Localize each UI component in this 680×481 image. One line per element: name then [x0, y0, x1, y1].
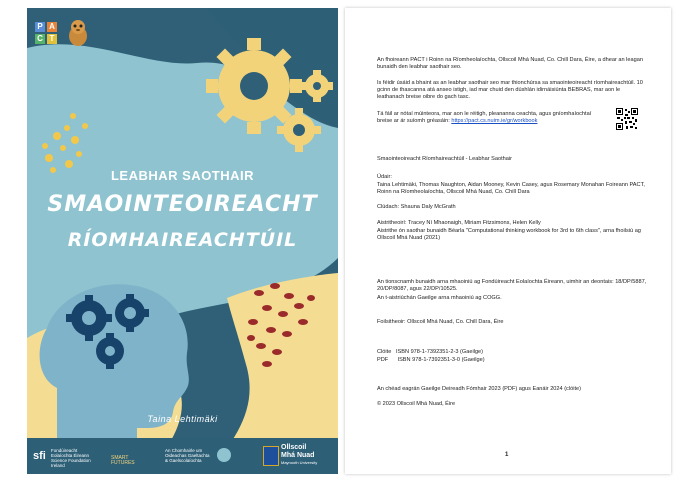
maynooth-line2: Mhá Nuad	[281, 452, 315, 459]
usage-paragraph: Is féidir úsáid a bhaint as an leabhar saothair seo mar thionchúrsa sa smaointeoireacht ríomhaireachtúil. 10 gcinn de thascanna atá anseo istigh, iad mar chuid den dúshlán idirnáisiúnta BEBRAS, mar aon le leathanach breise oibre do gach tasc.	[377, 80, 643, 101]
sfi-text: Fondúireacht Eolaíochta Éireann Science Foundation Ireland	[51, 448, 91, 468]
cover-design-credit: Clúdach: Shauna Daly McGrath	[377, 204, 456, 210]
cover-author: Taina Lehtimäki	[147, 414, 218, 424]
cover-kicker: LEABHAR SAOTHAIR	[110, 168, 255, 183]
copyright: © 2023 Ollscoil Mhá Nuad, Éire	[377, 401, 456, 407]
translation-note: Aistrithe ón saothar bunaidh Béarla "Computational thinking workbook for 3rd to 6th class", arna fhoilsiú ag Ollscoil Mhá Nuad (2021)	[377, 228, 641, 242]
intro-paragraph: An fhoireann PACT i Roinn na Ríomheolaíochta, Ollscoil Mhá Nuad, Co. Chill Dara, Éire, a dhear an leagan bunaidh den leabhar saothair seo.	[377, 57, 643, 71]
authors-label: Údair:	[377, 174, 392, 180]
authors-list: Taina Lehtimäki, Thomas Naughton, Aidan Mooney, Kevin Casey, agus Rosemary Monahan Foireann PACT, Roinn na Ríomheolaíochta, Ollscoil Mhá Nuad, Co. Chill Dara	[377, 182, 645, 196]
maynooth-sub: Maynooth University	[281, 460, 318, 465]
maynooth-logo	[281, 444, 333, 465]
imprint-page	[345, 8, 671, 474]
pact-letter-p: P	[35, 22, 45, 32]
workbook-cover	[27, 8, 338, 474]
pact-letter-c: C	[35, 34, 45, 44]
isbn-pdf: PDF ISBN 978-1-7392351-3-0 (Gaeilge)	[377, 357, 485, 363]
translators-credit: Aistritheoirí: Tracey Ní Mhaonaigh, Miriam Fitzsimons, Helen Kelly	[377, 220, 541, 226]
workbook-link[interactable]: https://pact.cs.nuim.ie/gr/workbook	[451, 118, 538, 125]
sfi-mark: sfi	[33, 450, 46, 462]
cover-footer	[27, 438, 338, 474]
cover-title-line2: RÍOMHAIREACHTÚIL	[67, 229, 298, 251]
resources-text: Tá fáil ar nótaí múinteora, mar aon le réitigh, pleananna ceachta, agus gníomhaíochtaí breise ar ár suíomh gréasáin:	[377, 111, 592, 125]
sfi-logo	[33, 446, 93, 466]
smart-futures-logo: SMART FUTURES	[111, 455, 135, 466]
funding-translation: An t-aistriúchán Gaeilge arna mhaoiniú ag COGG.	[377, 295, 502, 301]
resources-paragraph	[377, 111, 607, 125]
edition-note: An chéad eagrán Gaeilge Deireadh Fómhair 2023 (PDF) agus Eanáir 2024 (clóite)	[377, 386, 581, 392]
book-title: Smaointeoireacht Ríomhaireachtúil - Leabhar Saothair	[377, 156, 512, 162]
cover-title-line1: SMAOINTEOIREACHT	[47, 192, 318, 217]
cogg-logo-icon	[217, 448, 231, 462]
funding-original: An tionscnamh bunaidh arna mhaoiniú ag Fondúireacht Eolaíochta Éireann, uimhir an deontais: 18/DP/5887, 20/DP/8087, agus 22/DP/10525.	[377, 279, 647, 293]
publisher: Foilsitheoir: Ollscoil Mhá Nuad, Co. Chill Dara, Éire	[377, 319, 504, 325]
pact-letter-a: A	[47, 22, 57, 32]
cogg-text: An Chomhairle um Oideachas Gaeltachta & Gaelscolaíochta	[165, 448, 210, 463]
maynooth-crest-icon	[263, 446, 279, 466]
maynooth-line1: Ollscoil	[281, 444, 307, 451]
pact-logo	[35, 22, 59, 46]
mascot-icon	[65, 18, 91, 48]
pact-letter-t: T	[47, 34, 57, 44]
isbn-print: Clóite ISBN 978-1-7392351-2-3 (Gaeilge)	[377, 349, 484, 355]
page-number: 1	[505, 452, 509, 458]
qr-code-icon[interactable]	[616, 108, 638, 130]
